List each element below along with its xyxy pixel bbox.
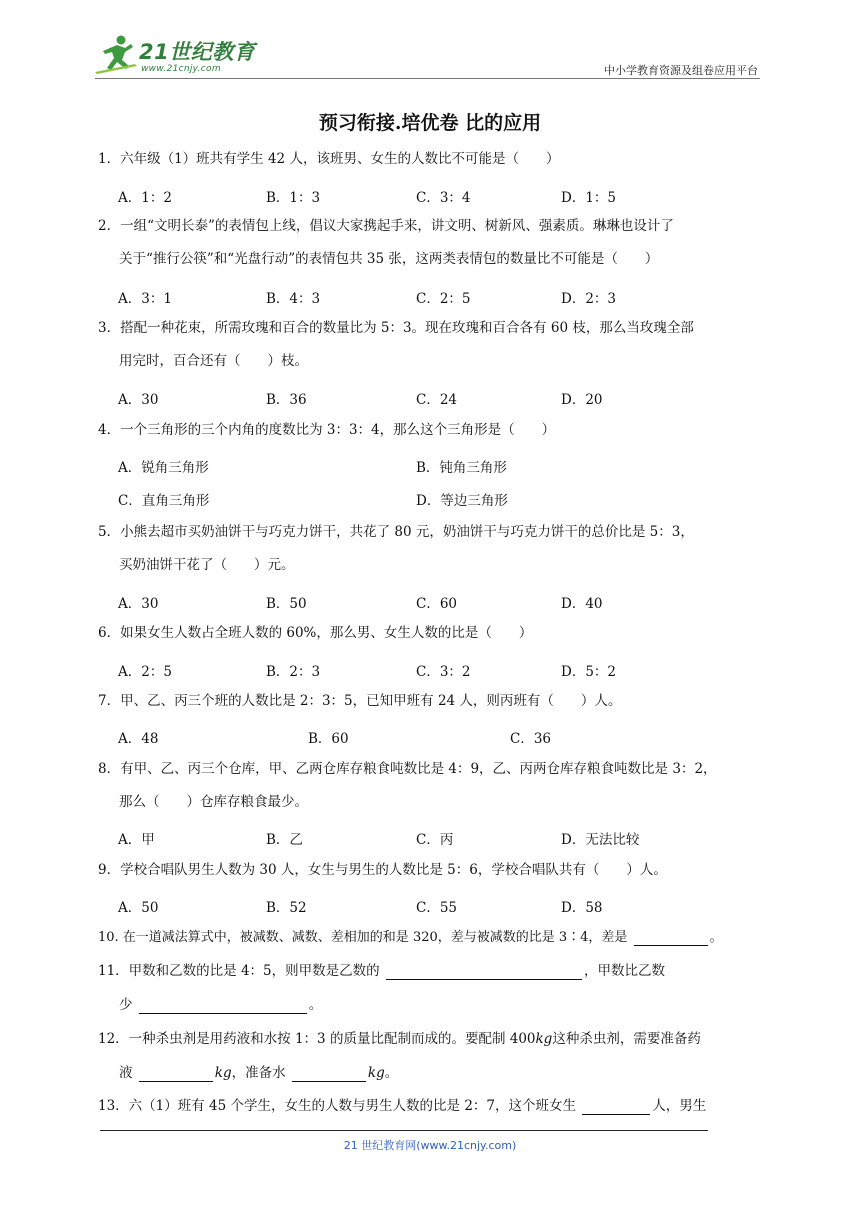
question-text-line-2: 那么（ ）仓库存粮食最少。 (119, 794, 308, 810)
answer-blank[interactable] (582, 1100, 650, 1115)
runner-logo-icon (95, 34, 139, 74)
question-text: 8．有甲、乙、丙三个仓库，甲、乙两仓库存粮食吨数比是 4：9，乙、丙两仓库存粮食吨数比是 3：2， (98, 761, 717, 777)
option-b[interactable]: B．钝角三角形 (416, 460, 507, 476)
question-12 (98, 1031, 763, 1048)
question-3 (98, 320, 763, 370)
question-8-options (118, 828, 758, 846)
option-c[interactable]: C．24 (416, 392, 458, 408)
option-d[interactable]: D．40 (561, 596, 603, 612)
option-a[interactable]: A．50 (118, 900, 159, 916)
option-d[interactable]: D．5：2 (561, 664, 617, 680)
option-b[interactable]: B．52 (266, 900, 307, 916)
question-4-options-row-2 (118, 489, 758, 507)
question-text: 2．一组“文明长泰”的表情包上线，倡议大家携起手来，讲文明、树新风、强素质。琳琳也设计了 (98, 218, 674, 234)
option-c[interactable]: C．3：4 (416, 190, 471, 206)
question-text-end: 。 (308, 997, 323, 1013)
question-7 (98, 693, 763, 710)
option-b[interactable]: B．60 (308, 731, 349, 747)
question-text: 9．学校合唱队男生人数为 30 人，女生与男生的人数比是 5：6，学校合唱队共有（ ）人。 (98, 862, 667, 878)
option-a[interactable]: A．2：5 (118, 664, 172, 680)
question-text: 13．六（1）班有 45 个学生，女生的人数与男生人数的比是 2：7，这个班女生 (98, 1098, 576, 1114)
option-a[interactable]: A．30 (118, 596, 159, 612)
header-divider (95, 78, 760, 79)
site-logo[interactable] (95, 34, 295, 74)
question-4 (98, 422, 763, 439)
option-b[interactable]: B．50 (266, 596, 307, 612)
unit-kg: kg (367, 1065, 385, 1081)
option-a[interactable]: A．1：2 (118, 190, 172, 206)
option-d[interactable]: D．58 (561, 900, 603, 916)
option-b[interactable]: B．2：3 (266, 664, 321, 680)
option-b[interactable]: B．1：3 (266, 190, 321, 206)
question-9 (98, 862, 763, 879)
question-1 (98, 151, 763, 168)
question-text: 液 (119, 1065, 133, 1081)
option-d[interactable]: D．20 (561, 392, 603, 408)
question-4-options-row-1 (118, 456, 758, 474)
footer-divider (100, 1130, 708, 1131)
question-text-line-2: 买奶油饼干花了（ ）元。 (119, 557, 295, 573)
option-d[interactable]: D．无法比较 (561, 832, 640, 848)
option-c[interactable]: C．丙 (416, 832, 454, 848)
question-8 (98, 761, 763, 811)
logo-url: www.21cnjy.com (141, 64, 221, 74)
question-text-end: 。 (709, 930, 723, 945)
option-a[interactable]: A．48 (118, 731, 159, 747)
option-c[interactable]: C．直角三角形 (118, 493, 210, 509)
unit-kg: kg (214, 1065, 232, 1081)
question-2 (98, 218, 763, 268)
option-a[interactable]: A．3：1 (118, 291, 172, 307)
option-b[interactable]: B．4：3 (266, 291, 321, 307)
page-title: 预习衔接.培优卷 比的应用 (318, 112, 542, 134)
option-b[interactable]: B．乙 (266, 832, 303, 848)
question-13 (98, 1098, 763, 1115)
question-11 (98, 963, 763, 980)
question-2-options (118, 287, 758, 305)
option-c[interactable]: C．36 (510, 731, 552, 747)
option-b[interactable]: B．36 (266, 392, 307, 408)
platform-name: 中小学教育资源及组卷应用平台 (604, 64, 758, 77)
option-c[interactable]: C．3：2 (416, 664, 471, 680)
question-text-mid: ，准备水 (231, 1065, 286, 1081)
option-c[interactable]: C．2：5 (416, 291, 471, 307)
option-c[interactable]: C．55 (416, 900, 458, 916)
question-text-end: 。 (384, 1065, 399, 1081)
question-9-options (118, 896, 758, 914)
question-text: 4．一个三角形的三个内角的度数比为 3：3：4，那么这个三角形是（ ） (98, 422, 556, 438)
question-11-line-2 (119, 997, 784, 1014)
question-10 (98, 929, 763, 946)
question-text: 12．一种杀虫剂是用药液和水按 1：3 的质量比配制而成的。要配制 400 (98, 1031, 536, 1047)
question-text-line-2: 用完时，百合还有（ ）枝。 (119, 353, 308, 369)
logo-text: 21世纪教育 (139, 40, 256, 64)
question-text: 7．甲、乙、丙三个班的人数比是 2：3：5，已知甲班有 24 人，则丙班有（ ）人。 (98, 693, 622, 709)
option-c[interactable]: C．60 (416, 596, 458, 612)
question-6 (98, 625, 763, 642)
question-text: 6．如果女生人数占全班人数的 60%，那么男、女生人数的比是（ ） (98, 625, 533, 641)
question-text-cont: 这种杀虫剂，需要准备药 (552, 1031, 701, 1047)
question-text-end: 人，男生 (652, 1098, 707, 1114)
question-5-options (118, 592, 758, 610)
page-header (95, 30, 760, 80)
answer-blank[interactable] (139, 999, 307, 1014)
option-a[interactable]: A．甲 (118, 832, 155, 848)
option-d[interactable]: D．2：3 (561, 291, 617, 307)
question-text-mid: ，甲数比乙数 (583, 963, 665, 979)
question-12-line-2 (119, 1065, 784, 1082)
question-text: 少 (119, 997, 133, 1013)
answer-blank[interactable] (386, 965, 582, 980)
question-3-options (118, 388, 758, 406)
option-a[interactable]: A．锐角三角形 (118, 460, 209, 476)
answer-blank[interactable] (139, 1067, 213, 1082)
question-text: 1．六年级（1）班共有学生 42 人，该班男、女生的人数比不可能是（ ） (98, 151, 560, 167)
option-d[interactable]: D．等边三角形 (416, 493, 508, 509)
question-1-options (118, 186, 758, 204)
question-text-line-2: 关于“推行公筷”和“光盘行动”的表情包共 35 张，这两类表情包的数量比不可能是（ ） (119, 251, 659, 267)
question-7-options (118, 727, 758, 745)
unit-kg: kg (535, 1031, 553, 1047)
answer-blank[interactable] (292, 1067, 366, 1082)
question-6-options (118, 660, 758, 678)
option-d[interactable]: D．1：5 (561, 190, 617, 206)
question-text: 5．小熊去超市买奶油饼干与巧克力饼干，共花了 80 元，奶油饼干与巧克力饼干的总价比是 5：3， (98, 524, 694, 540)
question-5 (98, 524, 763, 574)
question-text: 10. 在一道减法算式中，被减数、减数、差相加的和是 320，差与被减数的比是 3∶4，差是 (98, 930, 628, 945)
answer-blank[interactable] (634, 931, 708, 946)
question-text: 3．搭配一种花束，所需玫瑰和百合的数量比为 5：3。现在玫瑰和百合各有 60 枝，那么当玫瑰全部 (98, 320, 694, 336)
question-text: 11．甲数和乙数的比是 4：5，则甲数是乙数的 (98, 963, 380, 979)
option-a[interactable]: A．30 (118, 392, 159, 408)
footer-link[interactable]: 21 世纪教育网(www.21cnjy.com) (343, 1139, 517, 1152)
